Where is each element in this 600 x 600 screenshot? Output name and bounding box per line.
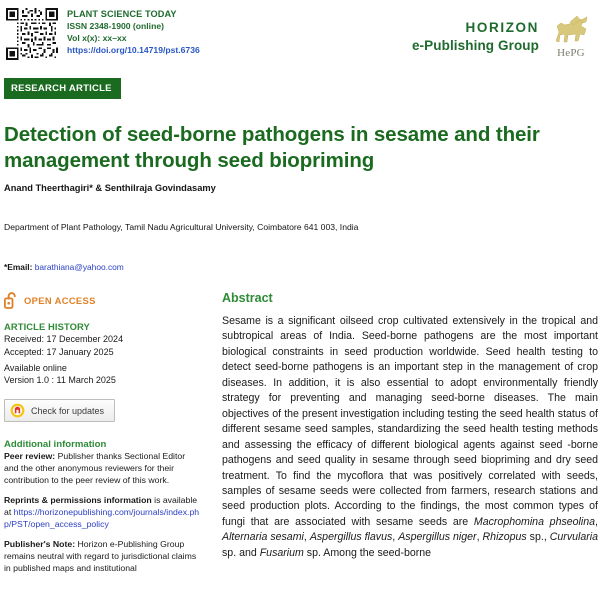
publisher-line1: HORIZON (465, 19, 539, 35)
sep-1: , (595, 515, 598, 528)
peer-review-text: Publisher thanks Sectional Editor and the other anonymous reviewers for their contribution to the peer review of this work. (4, 451, 186, 485)
qr-code[interactable] (6, 8, 58, 60)
publisher-name (412, 19, 539, 54)
reprints-label: Reprints & permissions information (4, 495, 152, 506)
species-rhizopus: Rhizopus (482, 531, 527, 544)
history-available-online: Available online (4, 362, 67, 373)
publisher-branding (412, 14, 596, 59)
open-lock-icon (4, 291, 19, 309)
abstract-tail: sp. Among the seed-borne (303, 546, 432, 559)
journal-info (67, 8, 200, 55)
journal-title: PLANT SCIENCE TODAY (67, 9, 177, 19)
sep-4: , (476, 531, 483, 544)
history-accepted: Accepted: 17 January 2025 (4, 346, 114, 357)
check-for-updates-button[interactable] (4, 399, 115, 422)
open-access-label: OPEN ACCESS (24, 294, 96, 306)
publisher-note-label: Publisher's Note: (4, 539, 76, 550)
sep-5: sp., (526, 531, 550, 544)
history-received: Received: 17 December 2024 (4, 334, 124, 344)
peer-review-label: Peer review: (4, 451, 56, 462)
history-version: Version 1.0 : 11 March 2025 (4, 375, 116, 386)
abstract-text (222, 314, 598, 561)
reprints-policy-link[interactable]: https://horizonepublishing.com/journals/index.php/PST/open_access_policy (4, 507, 200, 529)
check-for-updates-label: Check for updates (31, 405, 105, 416)
email-link[interactable]: barathiana@yahoo.com (34, 262, 124, 272)
species-aspergillus-flavus: Aspergillus flavus (309, 531, 393, 544)
email-label: *Email: (4, 262, 33, 272)
journal-doi-link[interactable]: https://doi.org/10.14719/pst.6736 (67, 44, 200, 55)
species-aspergillus-niger: Aspergillus niger (398, 531, 477, 544)
author-list: Anand Theerthagiri* & Senthilraja Govindasamy (4, 183, 216, 193)
journal-volume: Vol x(x): xx–xx (67, 32, 127, 43)
publisher-note-text: Horizon e-Publishing Group remains neutral with regard to jurisdictional claims in published maps and institutional (4, 539, 197, 573)
sidebar-metadata (4, 291, 200, 584)
sep-3: , (392, 531, 399, 544)
species-curvularia: Curvularia (549, 531, 599, 544)
hepg-logo (546, 14, 596, 59)
reprints-text: is available at (4, 495, 198, 517)
publisher-note (4, 539, 200, 574)
sep-2: , (303, 531, 310, 544)
species-fusarium: Fusarium (259, 546, 304, 559)
article-type-badge: RESEARCH ARTICLE (4, 78, 121, 99)
reprints-note (4, 495, 200, 530)
article-history-heading: ARTICLE HISTORY (4, 321, 90, 332)
journal-issn: ISSN 2348-1900 (online) (67, 21, 164, 32)
publisher-line2: e-Publishing Group (411, 37, 539, 53)
sep-6: sp. and (222, 546, 260, 559)
pegasus-icon (550, 14, 592, 48)
species-alternaria: Alternaria sesami (222, 531, 304, 544)
abstract-section (222, 291, 598, 561)
corresponding-email (4, 262, 124, 272)
affiliation: Department of Plant Pathology, Tamil Nadu Agricultural University, Coimbatore 641 003, India (4, 222, 359, 232)
masthead (6, 8, 200, 60)
page-title: Detection of seed-borne pathogens in sesame and their management through seed biopriming (4, 122, 540, 172)
crossmark-icon (10, 403, 25, 418)
abstract-part1: Sesame is a significant oilseed crop cultivated extensively in the tropical and subtropical areas of India. Seed-borne pathogens are the most important biological constraints in seed production worldwide. Seed health testing to detect seed-borne pathogens is an important step in the management of crop diseases. In addition, it is also essential to adopt environmentally friendly strategy for preventing and managing seed-borne diseases. The main objectives of the present investigation including testing the seed health status of different sesame seed samples, standardizing the seed health testing methods and assessing the efficacy of different biological agents against seed -borne pathogens and seed quality in sesame through seed biopriming and dry seed treatment. To find the mycoflora that was positively correlated with seeds, samples of sesame seeds were collected from farmers, research stations and seed production plots. According to the findings, the most common types of fungi that are associated with sesame seeds are (222, 315, 598, 528)
hepg-wordmark: HePG (557, 47, 585, 59)
abstract-heading: Abstract (222, 291, 273, 305)
open-access-banner (4, 291, 200, 309)
species-macrophomina: Macrophomina phseolina (473, 515, 596, 528)
peer-review-note (4, 451, 200, 486)
additional-information-heading: Additional information (4, 439, 107, 451)
